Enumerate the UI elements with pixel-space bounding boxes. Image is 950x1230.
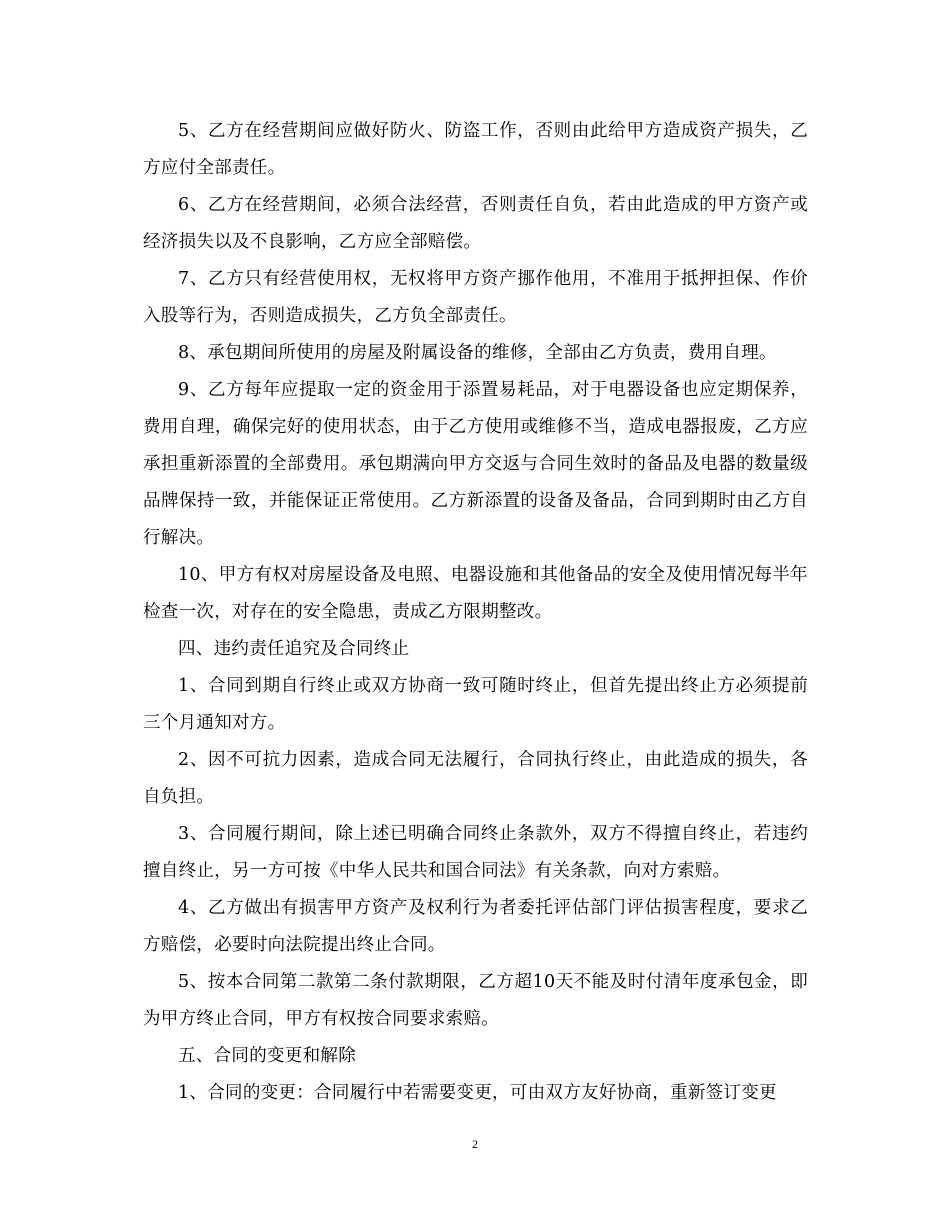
section-4-item-4: 4、乙方做出有损害甲方资产及权利行为者委托评估部门评估损害程度，要求乙方赔偿，必要时向法院提出终止合同。 [143,898,808,955]
clause-10: 10、甲方有权对房屋设备及电照、电器设施和其他备品的安全及使用情况每半年检查一次，对存在的安全隐患，责成乙方限期整改。 [143,565,808,622]
section-5-title: 五、合同的变更和解除 [178,1046,356,1066]
section-4-title: 四、违约责任追究及合同终止 [178,639,410,659]
section-4-item-2: 2、因不可抗力因素，造成合同无法履行，合同执行终止，由此造成的损失，各自负担。 [143,750,808,807]
clause-9: 9、乙方每年应提取一定的资金用于添置易耗品，对于电器设备也应定期保养，费用自理，确保完好的使用状态，由于乙方使用或维修不当，造成电器报废，乙方应承担重新添置的全部费用。承包期满向甲方交返与合同生效时的备品及电器的数量级品牌保持一致，并能保证正常使用。乙方新添置的设备及备品，合同到期时由乙方自行解决。 [143,380,808,548]
section-4-item-5: 5、按本合同第二款第二条付款期限，乙方超10天不能及时付清年度承包金，即为甲方终止合同，甲方有权按合同要求索赔。 [143,972,808,1029]
clause-7: 7、乙方只有经营使用权，无权将甲方资产挪作他用，不准用于抵押担保、作价入股等行为，否则造成损失，乙方负全部责任。 [143,269,808,326]
clause-5: 5、乙方在经营期间应做好防火、防盗工作，否则由此给甲方造成资产损失，乙方应付全部责任。 [143,121,808,178]
clause-6: 6、乙方在经营期间，必须合法经营，否则责任自负，若由此造成的甲方资产或经济损失以及不良影响，乙方应全部赔偿。 [143,195,808,252]
page-number: 2 [472,1137,478,1151]
section-4-item-1: 1、合同到期自行终止或双方协商一致可随时终止，但首先提出终止方必须提前三个月通知对方。 [143,676,808,733]
section-5-item-1: 1、合同的变更：合同履行中若需要变更，可由双方友好协商，重新签订变更 [178,1083,777,1103]
document-body [143,113,808,1112]
section-4-item-3: 3、合同履行期间，除上述已明确合同终止条款外，双方不得擅自终止，若违约擅自终止，另一方可按《中华人民共和国合同法》有关条款，向对方索赔。 [143,824,808,881]
clause-8: 8、承包期间所使用的房屋及附属设备的维修，全部由乙方负责，费用自理。 [178,343,777,363]
